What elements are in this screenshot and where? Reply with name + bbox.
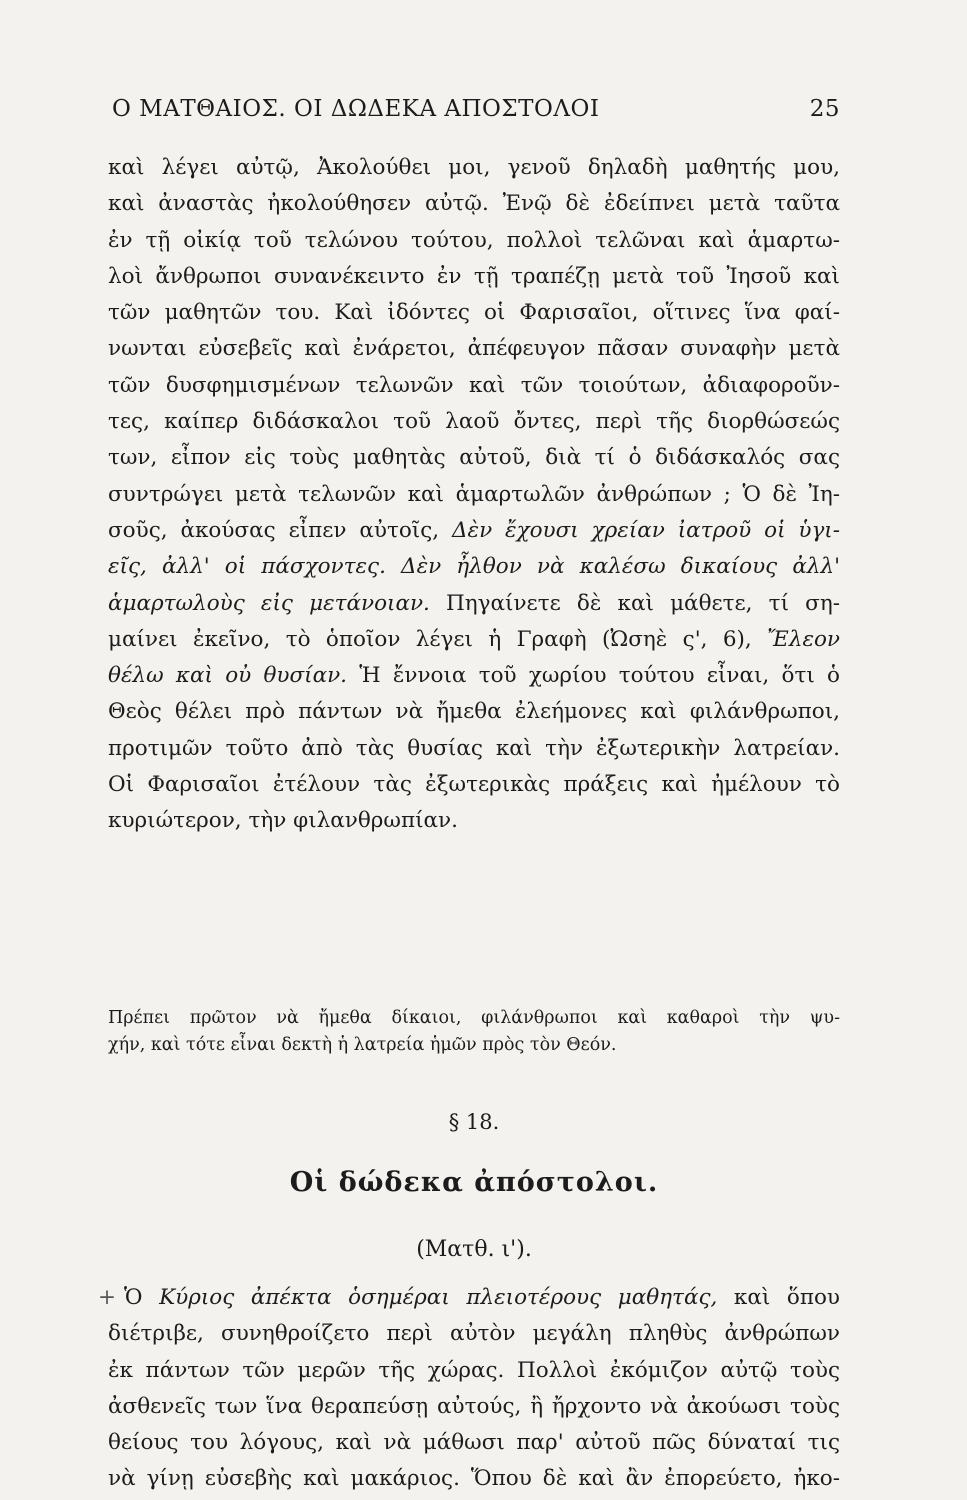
moral-note — [108, 1005, 840, 1059]
text-run: σοῦς, ἀκούσας εἶπεν αὐτοῖς, — [108, 517, 452, 543]
section-title: Οἱ δώδεκα ἀπόστολοι. — [289, 1167, 659, 1198]
note-line: Πρέπει πρῶτον νὰ ἤμεθα δίκαιοι, φιλάνθρωποι καὶ καθαροὶ τὴν ψυ- — [108, 1008, 840, 1028]
section-paragraph — [98, 1280, 840, 1498]
text-run: Ἡ ἔννοια τοῦ χωρίου τούτου εἶναι, ὅτι ὁ — [347, 663, 840, 689]
quotation-line: εῖς, ἀλλ' οἱ πάσχοντες. Δὲν ἦλθον νὰ καλέσω δικαίους ἀλλ' — [108, 554, 840, 580]
text-line: ἐκ πάντων τῶν μερῶν τῆς χώρας. Πολλοὶ ἐκόμιζον αὐτῷ τοὺς — [108, 1357, 840, 1383]
text-line: Οἱ Φαρισαῖοι ἐτέλουν τὰς ἐξωτερικὰς πράξεις καὶ ἠμέλουν τὸ — [108, 772, 840, 798]
running-title: Ο ΜΑΤΘΑΙΟΣ. ΟΙ ΔΩΔΕΚΑ ΑΠΟΣΤΟΛΟΙ — [112, 96, 600, 122]
text-line: διέτριβε, συνηθροίζετο περὶ αὐτὸν μεγάλη πληθὺς ἀνθρώπων — [108, 1321, 840, 1347]
text-line: τῶν μαθητῶν του. Καὶ ἰδόντες οἱ Φαρισαῖοι, οἵτινες ἵνα φαί- — [108, 300, 840, 326]
text-line: κυριώτερον, τὴν φιλανθρωπίαν. — [108, 808, 458, 834]
main-paragraph — [108, 150, 840, 840]
text-line: τῶν δυσφημισμένων τελωνῶν καὶ τῶν τοιούτων, ἀδιαφοροῦν- — [108, 372, 840, 398]
section-number: § 18. — [448, 1110, 500, 1134]
emphasis: Κύριος ἀπέκτα ὁσημέραι πλειοτέρους μαθητάς, — [159, 1285, 718, 1310]
text-line: νὰ γίνῃ εὐσεβὴς καὶ μακάριος. Ὅπου δὲ καὶ ἂν ἐπορεύετο, ἠκο- — [108, 1466, 840, 1492]
text-line — [108, 586, 840, 622]
text-line: ἐν τῇ οἰκίᾳ τοῦ τελώνου τούτου, πολλοὶ τελῶναι καὶ ἁμαρτω- — [108, 227, 840, 253]
text-line: συντρώγει μετὰ τελωνῶν καὶ ἁμαρτωλῶν ἀνθρώπων ; Ὁ δὲ Ἰη- — [108, 481, 840, 507]
cross-mark: + — [98, 1285, 117, 1310]
text-line: θείους του λόγους, καὶ νὰ μάθωσι παρ' αὐτοῦ πῶς δύναταί τις — [108, 1430, 840, 1456]
note-line: χήν, καὶ τότε εἶναι δεκτὴ ἡ λατρεία ἡμῶν πρὸς τὸν Θεόν. — [108, 1035, 617, 1055]
text-line: νωνται εὐσεβεῖς καὶ ἐνάρετοι, ἀπέφευγον πᾶσαν συναφὴν μετὰ — [108, 336, 840, 362]
text-line — [108, 658, 840, 694]
text-line — [98, 1280, 840, 1316]
text-line: καὶ λέγει αὐτῷ, Ἀκολούθει μοι, γενοῦ δηλαδὴ μαθητής μου, — [108, 155, 840, 180]
page-header — [108, 92, 840, 132]
section-reference: (Ματθ. ι'). — [416, 1237, 532, 1262]
text-line: λοὶ ἄνθρωποι συνανέκειντο ἐν τῇ τραπέζῃ μετὰ τοῦ Ἰησοῦ καὶ — [108, 263, 840, 289]
text-run: καὶ ὅπου — [717, 1285, 840, 1310]
page-number: 25 — [809, 96, 840, 122]
text-line — [108, 513, 840, 549]
text-line — [108, 622, 840, 658]
text-line: Θεὸς θέλει πρὸ πάντων νὰ ἤμεθα ἐλεήμονες καὶ φιλάνθρωποι, — [108, 699, 840, 725]
text-line: προτιμῶν τοῦτο ἀπὸ τὰς θυσίας καὶ τὴν ἐξωτερικὴν λατρείαν. — [108, 735, 840, 761]
text-run: Πηγαίνετε δὲ καὶ μάθετε, τί ση- — [429, 590, 840, 616]
text-line: ἀσθενεῖς των ἵνα θεραπεύσῃ αὐτούς, ἢ ἤρχοντο νὰ ἀκούωσι τοὺς — [108, 1393, 840, 1419]
quotation: θέλω καὶ οὐ θυσίαν. — [108, 663, 348, 689]
quotation: Ἔλεον — [767, 626, 840, 652]
text-line: καὶ ἀναστὰς ἠκολούθησεν αὐτῷ. Ἐνῷ δὲ ἐδείπνει μετὰ ταῦτα — [108, 191, 840, 217]
text-run: Ὁ — [124, 1285, 160, 1310]
quotation: ἁμαρτωλοὺς εἰς μετάνοιαν. — [108, 590, 430, 616]
text-line: τες, καίπερ διδάσκαλοι τοῦ λαοῦ ὄντες, περὶ τῆς διορθώσεώς — [108, 409, 840, 435]
quotation: Δὲν ἔχουσι χρείαν ἰατροῦ οἱ ὑγι- — [452, 517, 841, 543]
text-run: μαίνει ἐκεῖνο, τὸ ὁποῖον λέγει ἡ Γραφὴ (Ὠσηὲ ς', 6), — [108, 626, 768, 652]
text-line: των, εἶπον εἰς τοὺς μαθητὰς αὐτοῦ, διὰ τί ὁ διδάσκαλός σας — [108, 445, 840, 471]
